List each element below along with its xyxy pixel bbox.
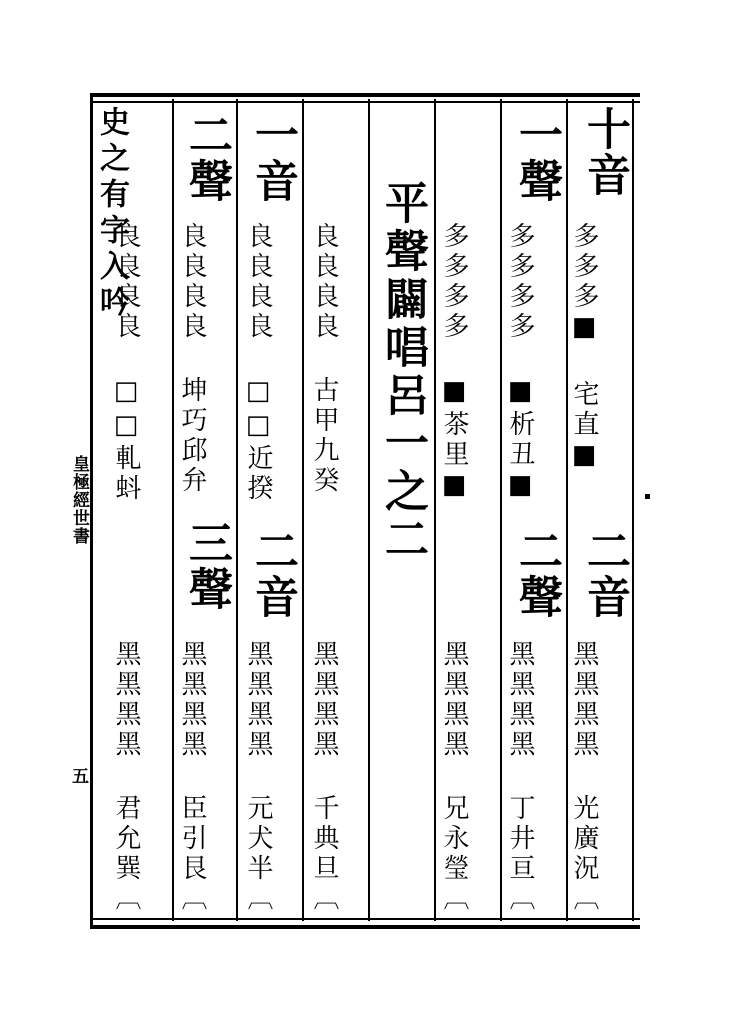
col6-bottom-text: 黑黑黑黑 臣引艮〔 (177, 640, 207, 914)
col6-bottom-head: 三聲 (181, 520, 232, 612)
margin-fragment: 史之有字入吟 (94, 106, 129, 322)
col5-bottom-head: 二音 (247, 528, 298, 620)
col1-bottom-head: 二音 (579, 528, 630, 620)
col2-bottom-head: 二聲 (511, 528, 562, 620)
col2-bottom-text: 黑黑黑黑 丁井亘〔 (505, 640, 535, 914)
divider (236, 99, 238, 921)
divider (90, 93, 93, 929)
col1-bottom-text: 黑黑黑黑 光廣況〔 (569, 640, 599, 914)
col6-top-text: 良良良良 坤巧邱弁 (177, 222, 207, 496)
col4-bottom-text: 黑黑黑黑 千典旦〔 (309, 640, 339, 914)
book-label: 皇極經世書 (69, 455, 89, 545)
col4-top-text: 良良良良 古甲九癸 (309, 222, 339, 496)
page-number: 五 (72, 767, 89, 787)
divider (368, 99, 370, 921)
divider (172, 99, 174, 921)
col5-bottom-text: 黑黑黑黑 元犬半〔 (243, 640, 273, 914)
col7-bottom-text: 黑黑黑黑 君允巽〔 (111, 640, 141, 914)
stray-mark (645, 494, 650, 499)
divider (500, 99, 502, 921)
col7-top-text: 良良良良 □□軋蚪 (111, 222, 141, 504)
col3-bottom-text: 黑黑黑黑 兄永瑩〔 (439, 640, 469, 914)
col2-top-text: 多多多多 ■析丑■ (505, 222, 535, 504)
divider (566, 99, 568, 921)
col1-top-text: 多多多■ 宅直■ (569, 222, 599, 474)
col3-top-text: 多多多多 ■茶里■ (439, 222, 469, 504)
col5-top-text: 良良良良 □□近揆 (243, 222, 273, 504)
bottom-rule (90, 925, 640, 929)
col6-top-head: 二聲 (181, 112, 232, 204)
divider (302, 99, 304, 921)
divider (632, 99, 634, 921)
col5-top-head: 一音 (247, 112, 298, 204)
divider (434, 99, 436, 921)
col2-top-head: 一聲 (511, 112, 562, 204)
col1-top-head: 十音 (579, 106, 630, 198)
top-rule (90, 93, 640, 97)
page-title: 平聲闢唱呂一之二 (377, 180, 428, 564)
